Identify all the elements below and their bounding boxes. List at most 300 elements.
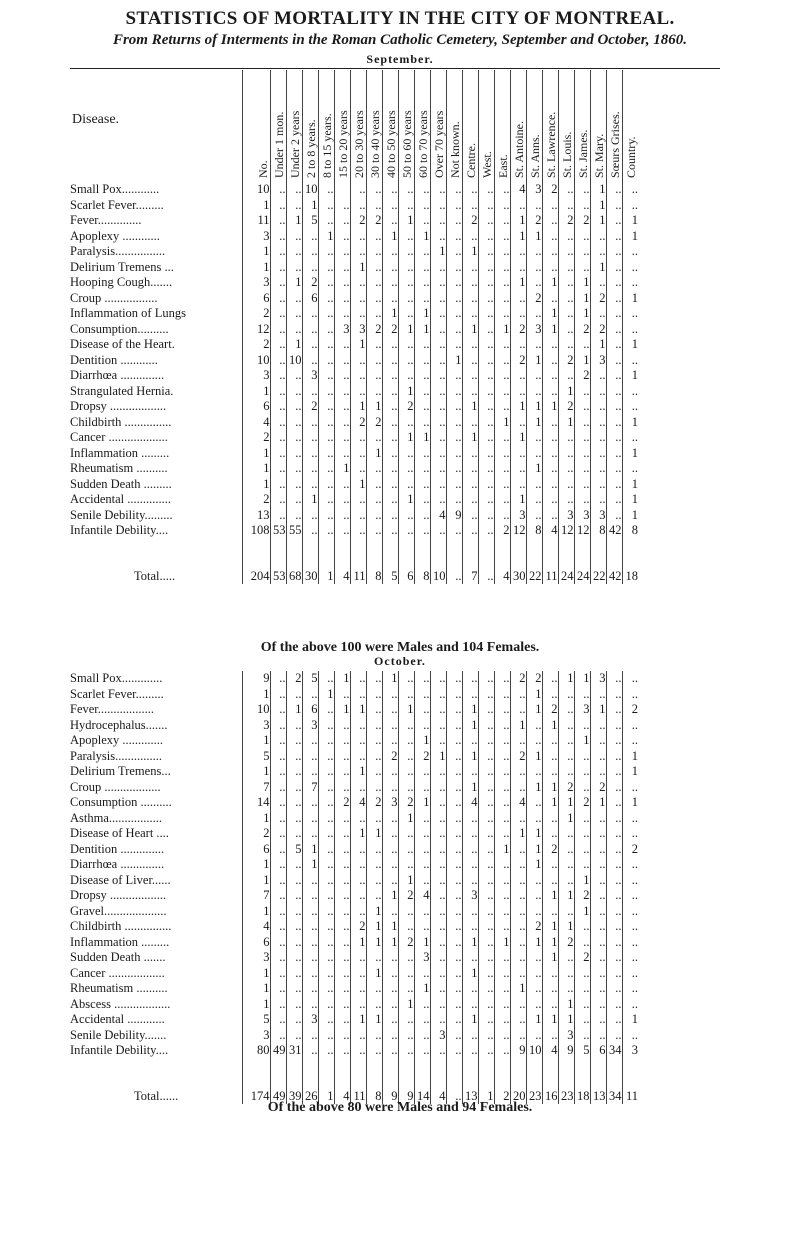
table-cell: .. [462, 523, 478, 539]
table-cell: .. [334, 430, 350, 446]
table-cell: 108 [242, 523, 270, 539]
table-cell: .. [302, 935, 318, 951]
table-cell: .. [382, 997, 398, 1013]
table-cell: .. [366, 182, 382, 198]
table-cell: 2 [542, 182, 558, 198]
table-cell: .. [558, 430, 574, 446]
total-cell: 2 [494, 1085, 510, 1105]
table-cell: .. [430, 764, 446, 780]
table-cell: .. [414, 842, 430, 858]
table-cell: 4 [242, 415, 270, 431]
table-cell: .. [446, 182, 462, 198]
table-cell: .. [270, 213, 286, 229]
table-cell: .. [414, 873, 430, 889]
table-cell: 1 [526, 399, 542, 415]
table-cell: 1 [558, 1012, 574, 1028]
table-cell: .. [286, 291, 302, 307]
table-cell: .. [494, 291, 510, 307]
table-cell: .. [478, 795, 494, 811]
table-cell: .. [430, 842, 446, 858]
table-cell: .. [334, 888, 350, 904]
table-cell: .. [494, 1012, 510, 1028]
table-cell: .. [270, 229, 286, 245]
table-cell: 1 [558, 811, 574, 827]
table-cell: .. [286, 919, 302, 935]
table-cell: .. [334, 857, 350, 873]
table-cell: .. [302, 950, 318, 966]
table-cell: .. [270, 322, 286, 338]
table-cell: 2 [558, 935, 574, 951]
table-cell: 1 [398, 384, 414, 400]
table-cell: 2 [574, 795, 590, 811]
table-cell: .. [350, 446, 366, 462]
table-cell: 1 [622, 291, 638, 307]
disease-name: Inflammation ......... [70, 934, 170, 949]
table-cell: .. [494, 749, 510, 765]
table-cell: .. [494, 477, 510, 493]
column-header [574, 70, 590, 182]
table-cell: 3 [242, 718, 270, 734]
table-cell: .. [606, 997, 622, 1013]
total-cell: 23 [526, 1085, 542, 1105]
table-cell: .. [494, 966, 510, 982]
table-cell: .. [494, 492, 510, 508]
table-cell: .. [622, 950, 638, 966]
table-row [70, 244, 638, 260]
table-cell: .. [430, 523, 446, 539]
table-cell: .. [350, 523, 366, 539]
table-cell: 3 [242, 950, 270, 966]
table-cell: .. [510, 291, 526, 307]
table-row [70, 1043, 638, 1059]
table-cell: .. [334, 826, 350, 842]
disease-name: Senile Debility....... [70, 1027, 167, 1042]
table-cell: .. [398, 306, 414, 322]
table-row [70, 919, 638, 935]
table-cell: .. [318, 492, 334, 508]
table-cell: 8 [622, 523, 638, 539]
table-cell: 2 [510, 322, 526, 338]
table-cell: .. [478, 935, 494, 951]
table-cell: .. [574, 826, 590, 842]
table-cell: .. [366, 857, 382, 873]
table-cell: .. [414, 780, 430, 796]
table-cell: .. [334, 229, 350, 245]
table-cell: .. [270, 826, 286, 842]
table-cell: .. [542, 461, 558, 477]
table-cell: .. [414, 718, 430, 734]
table-cell: .. [302, 997, 318, 1013]
table-cell: .. [478, 702, 494, 718]
table-cell: .. [334, 1043, 350, 1059]
table-cell: .. [334, 523, 350, 539]
table-cell: .. [350, 811, 366, 827]
table-cell: .. [462, 950, 478, 966]
table-cell: .. [558, 306, 574, 322]
spacer-cell [398, 539, 414, 565]
table-cell: .. [494, 873, 510, 889]
table-cell: .. [558, 461, 574, 477]
table-cell: 1 [574, 353, 590, 369]
table-cell: .. [302, 764, 318, 780]
table-cell: 1 [622, 795, 638, 811]
disease-name: Diarrhœa .............. [70, 368, 165, 383]
table-cell: 9 [558, 1043, 574, 1059]
table-cell: .. [366, 950, 382, 966]
table-cell: .. [270, 508, 286, 524]
table-cell: .. [606, 260, 622, 276]
spacer-cell [302, 539, 318, 565]
table-cell: 6 [242, 291, 270, 307]
disease-name: Scarlet Fever......... [70, 197, 164, 212]
table-cell: .. [542, 904, 558, 920]
table-cell: .. [398, 523, 414, 539]
spacer-cell [494, 1059, 510, 1085]
table-cell: .. [430, 981, 446, 997]
table-cell: .. [606, 492, 622, 508]
table-cell: .. [430, 873, 446, 889]
table-cell: .. [622, 198, 638, 214]
table-cell: .. [350, 306, 366, 322]
table-cell: .. [302, 873, 318, 889]
table-cell: 2 [590, 780, 606, 796]
table-cell: 2 [242, 430, 270, 446]
spacer-cell [590, 1059, 606, 1085]
table-cell: .. [558, 182, 574, 198]
table-cell: 4 [510, 182, 526, 198]
table-cell: .. [398, 1012, 414, 1028]
table-cell: 1 [462, 430, 478, 446]
table-cell: .. [286, 182, 302, 198]
table-cell: 3 [590, 671, 606, 687]
table-cell: .. [574, 446, 590, 462]
table-cell: 1 [510, 826, 526, 842]
table-cell: .. [462, 260, 478, 276]
table-cell: .. [350, 950, 366, 966]
table-cell: .. [302, 1028, 318, 1044]
table-cell: .. [494, 306, 510, 322]
total-cell: 22 [590, 565, 606, 585]
table-cell: .. [286, 904, 302, 920]
table-cell: 2 [366, 322, 382, 338]
table-cell: .. [350, 461, 366, 477]
table-cell: 1 [510, 229, 526, 245]
table-cell: 1 [574, 904, 590, 920]
table-cell: .. [366, 523, 382, 539]
table-cell: 2 [574, 368, 590, 384]
table-cell: 1 [242, 764, 270, 780]
table-cell: 1 [622, 446, 638, 462]
table-cell: 2 [302, 275, 318, 291]
table-cell: .. [510, 842, 526, 858]
table-cell: 1 [286, 213, 302, 229]
table-cell: 2 [398, 935, 414, 951]
table-cell: 1 [398, 213, 414, 229]
table-cell: .. [334, 733, 350, 749]
table-cell: .. [446, 718, 462, 734]
table-cell: 1 [526, 780, 542, 796]
table-cell: 1 [398, 997, 414, 1013]
table-cell: .. [334, 213, 350, 229]
table-cell: .. [414, 275, 430, 291]
table-cell: .. [350, 997, 366, 1013]
table-cell: .. [398, 780, 414, 796]
table-cell: 1 [542, 780, 558, 796]
table-cell: 2 [350, 213, 366, 229]
table-cell: 9 [446, 508, 462, 524]
table-cell: .. [286, 795, 302, 811]
table-cell: .. [510, 477, 526, 493]
table-cell: .. [558, 950, 574, 966]
table-cell: 1 [622, 492, 638, 508]
table-cell: .. [526, 260, 542, 276]
table-cell: .. [622, 671, 638, 687]
table-cell: 1 [242, 461, 270, 477]
page-title: STATISTICS OF MORTALITY IN THE CITY OF MONTREAL. [125, 8, 675, 29]
table-cell: 1 [414, 935, 430, 951]
table-cell: .. [382, 702, 398, 718]
total-cell: 13 [590, 1085, 606, 1105]
table-cell: .. [462, 477, 478, 493]
table-cell: .. [462, 291, 478, 307]
table-cell: 1 [510, 213, 526, 229]
disease-name: Dentition .............. [70, 841, 165, 856]
table-cell: .. [510, 873, 526, 889]
table-cell: .. [334, 399, 350, 415]
table-cell: .. [446, 780, 462, 796]
table-cell: 1 [350, 702, 366, 718]
table-row [70, 997, 638, 1013]
table-cell: .. [334, 275, 350, 291]
spacer-row [70, 539, 638, 565]
spacer-cell [350, 539, 366, 565]
table-cell: .. [462, 368, 478, 384]
table-cell: 1 [430, 244, 446, 260]
table-cell: .. [350, 291, 366, 307]
column-header-label: 15 to 20 years [335, 110, 350, 178]
disease-name: Small Pox............ [70, 182, 160, 197]
disease-name: Diarrhœa .............. [70, 857, 165, 872]
column-header [494, 70, 510, 182]
table-row [70, 842, 638, 858]
spacer-cell [286, 1059, 302, 1085]
column-header [558, 70, 574, 182]
table-cell: .. [622, 811, 638, 827]
table-cell: .. [286, 461, 302, 477]
table-cell: .. [398, 966, 414, 982]
table-cell: 1 [622, 337, 638, 353]
table-cell: .. [398, 415, 414, 431]
table-cell: 8 [590, 523, 606, 539]
table-cell: 3 [242, 368, 270, 384]
table-cell: .. [558, 764, 574, 780]
table-cell: .. [478, 919, 494, 935]
table-cell: .. [270, 888, 286, 904]
table-cell: .. [574, 811, 590, 827]
table-cell: .. [558, 702, 574, 718]
table-cell: 1 [542, 322, 558, 338]
table-cell: 6 [242, 842, 270, 858]
table-cell: .. [286, 306, 302, 322]
table-cell: .. [478, 671, 494, 687]
table-cell: .. [350, 198, 366, 214]
table-cell: .. [350, 718, 366, 734]
table-cell: .. [382, 477, 398, 493]
table-cell: .. [494, 446, 510, 462]
table-cell: 2 [302, 399, 318, 415]
table-cell: .. [366, 353, 382, 369]
table-cell: .. [382, 430, 398, 446]
table-cell: 6 [242, 399, 270, 415]
table-cell: .. [590, 1028, 606, 1044]
table-cell: 1 [542, 888, 558, 904]
table-row [70, 718, 638, 734]
table-cell: .. [430, 446, 446, 462]
table-cell: .. [526, 244, 542, 260]
table-cell: 1 [526, 826, 542, 842]
table-row [70, 275, 638, 291]
table-cell: .. [622, 353, 638, 369]
table-cell: .. [318, 811, 334, 827]
table-cell: .. [478, 213, 494, 229]
table-cell: .. [574, 997, 590, 1013]
table-cell: 1 [526, 461, 542, 477]
table-cell: 12 [242, 322, 270, 338]
column-header [318, 70, 334, 182]
table-cell: .. [414, 446, 430, 462]
table-cell: 1 [318, 229, 334, 245]
table-cell: .. [494, 275, 510, 291]
table-cell: 1 [462, 244, 478, 260]
table-cell: 1 [242, 811, 270, 827]
table-cell: .. [622, 1028, 638, 1044]
table-cell: .. [398, 508, 414, 524]
total-cell: 24 [574, 565, 590, 585]
table-cell: .. [622, 399, 638, 415]
table-cell: .. [302, 446, 318, 462]
table-cell: .. [382, 291, 398, 307]
table-cell: 1 [510, 430, 526, 446]
table-row [70, 935, 638, 951]
table-cell: .. [318, 780, 334, 796]
table-cell: .. [622, 260, 638, 276]
table-cell: 1 [622, 749, 638, 765]
table-cell: .. [430, 291, 446, 307]
table-cell: .. [622, 981, 638, 997]
table-cell: .. [478, 430, 494, 446]
table-cell: 2 [398, 888, 414, 904]
table-cell: 1 [366, 826, 382, 842]
table-cell: .. [366, 733, 382, 749]
table-cell: .. [606, 826, 622, 842]
table-cell: .. [334, 919, 350, 935]
table-cell: .. [286, 981, 302, 997]
disease-name: Cancer .................. [70, 965, 165, 980]
disease-column-header [70, 70, 242, 182]
table-cell: .. [526, 446, 542, 462]
table-cell: .. [494, 229, 510, 245]
table-cell: .. [430, 857, 446, 873]
table-cell: .. [462, 1043, 478, 1059]
table-cell: .. [318, 981, 334, 997]
table-cell: .. [398, 919, 414, 935]
table-cell: .. [286, 477, 302, 493]
table-cell: 4 [430, 508, 446, 524]
table-cell: .. [574, 842, 590, 858]
table-cell: 1 [350, 826, 366, 842]
table-cell: .. [526, 1028, 542, 1044]
table-cell: 1 [382, 229, 398, 245]
table-cell: .. [606, 950, 622, 966]
table-cell: .. [318, 523, 334, 539]
table-cell: .. [478, 997, 494, 1013]
table-cell: .. [382, 718, 398, 734]
table-cell: .. [622, 733, 638, 749]
disease-name: Paralysis............... [70, 748, 163, 763]
disease-name: Dropsy .................. [70, 399, 167, 414]
table-cell: 7 [242, 888, 270, 904]
total-cell: 6 [398, 565, 414, 585]
table-cell: .. [286, 430, 302, 446]
table-cell: .. [318, 260, 334, 276]
spacer-cell [526, 1059, 542, 1085]
spacer-cell [270, 1059, 286, 1085]
table-cell: .. [446, 811, 462, 827]
october-table [70, 671, 638, 1104]
table-cell: .. [302, 508, 318, 524]
table-cell: 1 [590, 795, 606, 811]
table-cell: 1 [542, 919, 558, 935]
table-cell: 4 [350, 795, 366, 811]
spacer-cell [542, 1059, 558, 1085]
table-cell: .. [446, 1043, 462, 1059]
table-cell: .. [318, 1028, 334, 1044]
table-cell: .. [542, 213, 558, 229]
table-cell: .. [318, 399, 334, 415]
table-cell: .. [350, 749, 366, 765]
spacer-cell [510, 539, 526, 565]
table-cell: 1 [494, 935, 510, 951]
table-cell: .. [398, 857, 414, 873]
table-cell: 2 [350, 919, 366, 935]
table-cell: .. [526, 966, 542, 982]
table-cell: 10 [286, 353, 302, 369]
table-cell: .. [542, 492, 558, 508]
table-cell: .. [446, 244, 462, 260]
table-cell: 1 [242, 857, 270, 873]
table-cell: .. [542, 749, 558, 765]
table-cell: .. [574, 384, 590, 400]
table-cell: .. [494, 213, 510, 229]
table-cell: .. [430, 399, 446, 415]
table-cell: 1 [462, 718, 478, 734]
table-cell: 1 [590, 337, 606, 353]
table-cell: .. [606, 904, 622, 920]
table-cell: 2 [574, 213, 590, 229]
spacer-cell [70, 1059, 242, 1085]
september-table [70, 70, 638, 584]
table-cell: .. [302, 461, 318, 477]
table-cell: 2 [526, 919, 542, 935]
table-cell: .. [446, 198, 462, 214]
table-cell [334, 182, 350, 198]
table-cell: 1 [302, 492, 318, 508]
table-cell: .. [446, 306, 462, 322]
table-cell: 1 [622, 508, 638, 524]
table-cell: .. [526, 811, 542, 827]
table-cell: .. [334, 935, 350, 951]
total-cell: 1 [318, 565, 334, 585]
